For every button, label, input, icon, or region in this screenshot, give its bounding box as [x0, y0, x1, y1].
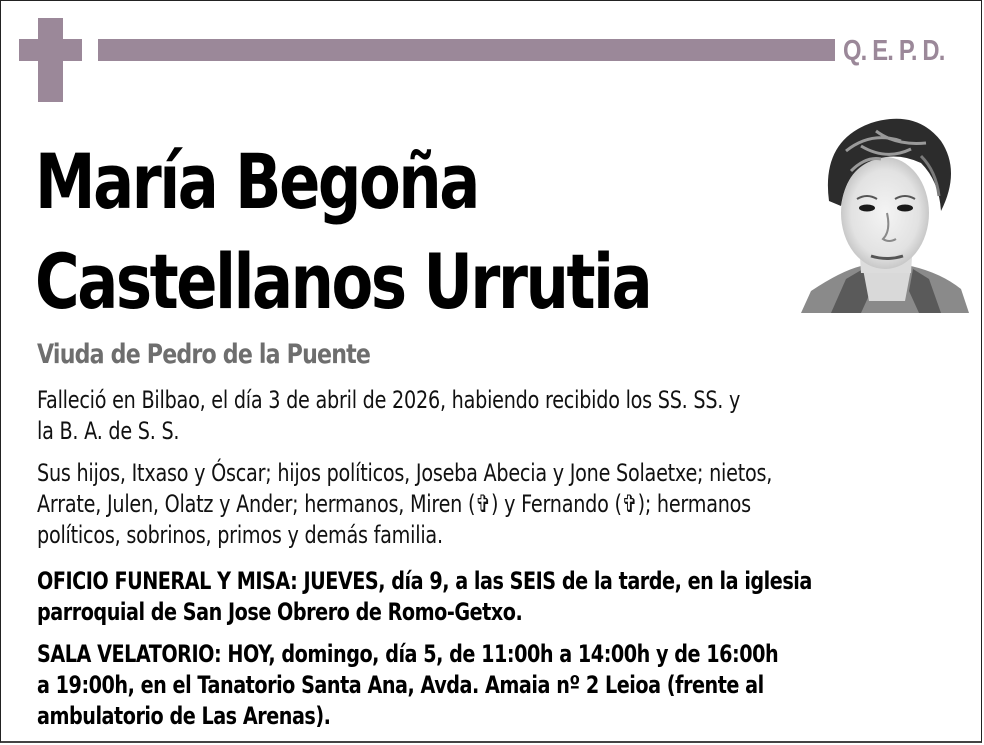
cross-icon-arm	[19, 39, 82, 61]
name-line-1: María Begoña	[35, 137, 478, 226]
text-line: Arrate, Julen, Olatz y Ander; hermanos, Miren (✞) y Fernando (✞); hermanos	[37, 490, 751, 518]
text-line: políticos, sobrinos, primos y demás familia.	[37, 521, 443, 549]
death-notice-paragraph	[37, 385, 925, 447]
portrait-photo	[801, 101, 969, 313]
text-line: OFICIO FUNERAL Y MISA: JUEVES, día 9, a las SEIS de la tarde, en la iglesia	[37, 567, 812, 595]
name-line-2: Castellanos Urrutia	[35, 237, 651, 326]
text-line: ambulatorio de Las Arenas).	[37, 702, 331, 730]
wake-paragraph	[37, 639, 933, 732]
family-paragraph	[37, 458, 925, 551]
text-line: Sus hijos, Itxaso y Óscar; hijos políticos, Joseba Abecia y Jone Solaetxe; nietos,	[37, 459, 773, 487]
text-line: Falleció en Bilbao, el día 3 de abril de 2026, habiendo recibido los SS. SS. y	[37, 386, 741, 414]
deceased-name	[35, 132, 650, 332]
header-rule	[98, 39, 835, 61]
funeral-paragraph	[37, 566, 933, 628]
text-line: a 19:00h, en el Tanatorio Santa Ana, Avda. Amaia nº 2 Leioa (frente al	[37, 671, 764, 699]
text-line: parroquial de San Jose Obrero de Romo-Getxo.	[37, 598, 523, 626]
text-line: la B. A. de S. S.	[37, 417, 180, 445]
relationship-subtitle: Viuda de Pedro de la Puente	[37, 339, 371, 370]
text-line: SALA VELATORIO: HOY, domingo, día 5, de 11:00h a 14:00h y de 16:00h	[37, 640, 779, 668]
qepd-label: Q. E. P. D.	[843, 35, 945, 67]
